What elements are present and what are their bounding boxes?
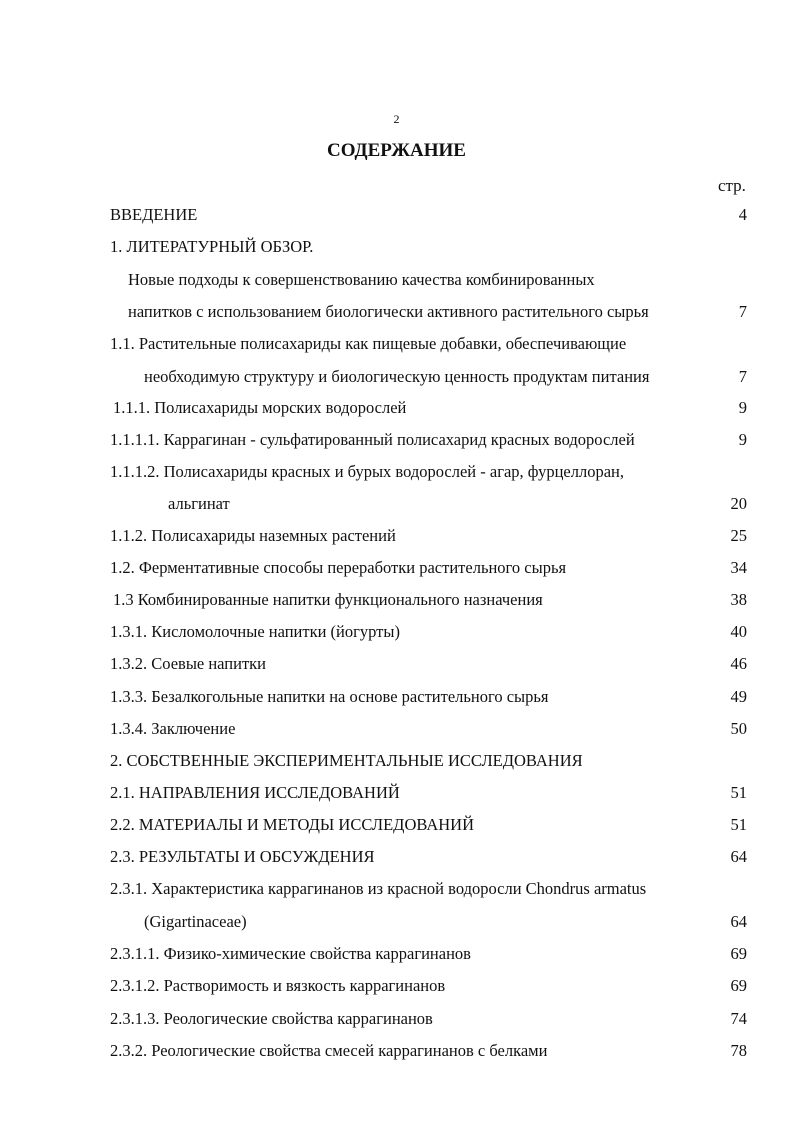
toc-entry-page: 78	[730, 1041, 747, 1060]
toc-entry	[0, 974, 793, 998]
toc-entry	[0, 1039, 793, 1063]
toc-entry-title: 1.1.1.2. Полисахариды красных и бурых водорослей - агар, фурцеллоран,	[110, 462, 624, 481]
toc-entry-page: 74	[730, 1009, 747, 1028]
toc-entry	[0, 910, 793, 934]
toc-entry	[0, 396, 793, 420]
toc-entry-page: 69	[730, 944, 747, 963]
toc-entry-page: 20	[730, 494, 747, 513]
toc-entry-page: 9	[738, 398, 747, 417]
toc-entry-page: 7	[738, 302, 747, 321]
toc-entry	[0, 781, 793, 805]
toc-entry-page: 51	[730, 815, 747, 834]
toc-entry-title: 1.3.1. Кисломолочные напитки (йогурты)	[110, 622, 400, 641]
page-title: СОДЕРЖАНИЕ	[327, 140, 466, 161]
toc-entry-title: 1.3.2. Соевые напитки	[110, 654, 267, 673]
toc-entry-title: 2.1. НАПРАВЛЕНИЯ ИССЛЕДОВАНИЙ	[110, 783, 400, 802]
toc-entry-title: 1.3.4. Заключение	[110, 719, 236, 738]
toc-entry-page: 69	[730, 976, 747, 995]
toc-entry-title: 2.3.1. Характеристика каррагинанов из красной водоросли Chondrus armatus	[110, 879, 647, 898]
toc-entry-page: 40	[730, 622, 747, 641]
toc-entry-title: 1.3.3. Безалкогольные напитки на основе растительного сырья	[110, 687, 549, 706]
toc-entry-title: 1.3 Комбинированные напитки функционального назначения	[113, 590, 543, 609]
toc-entry-title: необходимую структуру и биологическую ценность продуктам питания	[144, 367, 650, 386]
toc-entry-title: 2.3.1.2. Растворимость и вязкость каррагинанов	[110, 976, 446, 995]
toc-entry-page: 34	[730, 558, 747, 577]
toc-entry	[0, 813, 793, 837]
toc-entry-page: 7	[738, 367, 747, 386]
page-column-label: стр.	[718, 176, 746, 195]
toc-entry	[0, 652, 793, 676]
toc-entry	[0, 588, 793, 612]
toc-entry-title: 1. ЛИТЕРАТУРНЫЙ ОБЗОР.	[110, 237, 314, 256]
toc-entry-page: 49	[730, 687, 747, 706]
toc-entry-page: 4	[738, 205, 747, 224]
toc-entry	[0, 685, 793, 709]
toc-entry-title: 2. СОБСТВЕННЫЕ ЭКСПЕРИМЕНТАЛЬНЫЕ ИССЛЕДОВАНИЯ	[110, 751, 583, 770]
toc-entry-title: альгинат	[168, 494, 230, 513]
toc-entry-title: 2.3. РЕЗУЛЬТАТЫ И ОБСУЖДЕНИЯ	[110, 847, 375, 866]
toc-entry-page: 38	[730, 590, 747, 609]
toc-entry	[0, 556, 793, 580]
toc-entry-title: 2.3.1.3. Реологические свойства каррагинанов	[110, 1009, 433, 1028]
toc-entry-page: 64	[730, 847, 747, 866]
toc-entry	[0, 492, 793, 516]
toc-entry	[0, 717, 793, 741]
toc-entry	[0, 1007, 793, 1031]
toc-entry-title: напитков с использованием биологически активного растительного сырья	[128, 302, 649, 321]
toc-entry-title: 2.3.2. Реологические свойства смесей каррагинанов с белками	[110, 1041, 548, 1060]
toc-entry	[0, 300, 793, 324]
page-number: 2	[393, 112, 400, 126]
toc-entry	[0, 235, 793, 259]
toc-entry	[0, 620, 793, 644]
toc-entry	[0, 749, 793, 773]
toc-entry-title: 1.1. Растительные полисахариды как пищевые добавки, обеспечивающие	[110, 334, 627, 353]
toc-entry	[0, 460, 793, 484]
toc-entry-title: 2.3.1.1. Физико-химические свойства каррагинанов	[110, 944, 471, 963]
toc-entry	[0, 942, 793, 966]
toc-entry	[0, 845, 793, 869]
toc-entry	[0, 524, 793, 548]
toc-entry-page: 25	[730, 526, 747, 545]
toc-entry-page: 46	[730, 654, 747, 673]
toc-entry-title: Новые подходы к совершенствованию качества комбинированных	[128, 270, 595, 289]
toc-entry-page: 51	[730, 783, 747, 802]
toc-entry-title: 2.2. МАТЕРИАЛЫ И МЕТОДЫ ИССЛЕДОВАНИЙ	[110, 815, 474, 834]
toc-entry-title: 1.1.1. Полисахариды морских водорослей	[113, 398, 407, 417]
toc-entry-title: ВВЕДЕНИЕ	[110, 205, 198, 224]
toc-entry	[0, 332, 793, 356]
toc-entry	[0, 268, 793, 292]
toc-entry-title: 1.1.1.1. Каррагинан - сульфатированный полисахарид красных водорослей	[110, 430, 635, 449]
toc-entry-page: 50	[730, 719, 747, 738]
toc-entry-page: 64	[730, 912, 747, 931]
toc-entry-title: 1.1.2. Полисахариды наземных растений	[110, 526, 396, 545]
toc-entry	[0, 203, 793, 227]
toc-entry	[0, 877, 793, 901]
toc-entry-title: (Gigartinaceae)	[144, 912, 247, 931]
toc-entry-title: 1.2. Ферментативные способы переработки растительного сырья	[110, 558, 567, 577]
toc-entry-page: 9	[738, 430, 747, 449]
toc-entry	[0, 365, 793, 389]
toc-entry	[0, 428, 793, 452]
